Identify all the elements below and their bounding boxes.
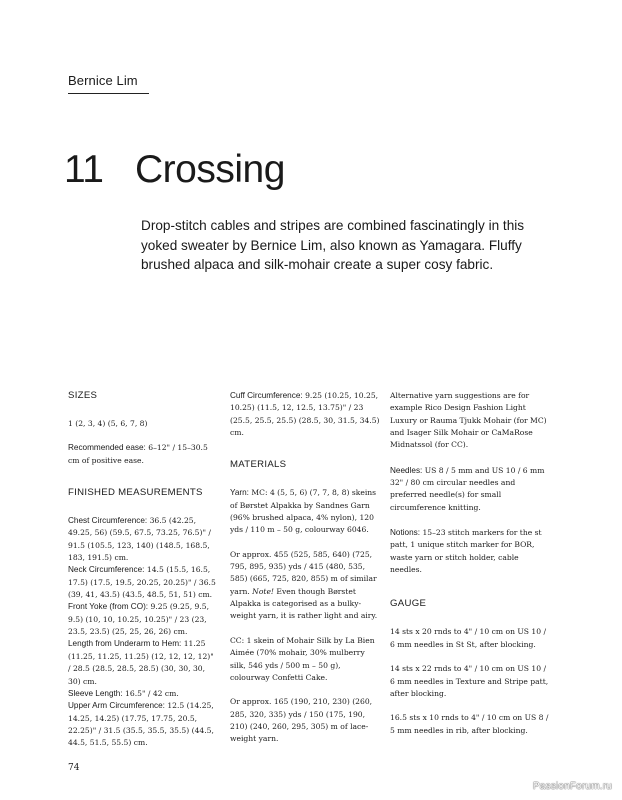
needles-label: Needles: [390,465,423,475]
recommended-ease [68,442,218,467]
designer-underline [68,93,149,94]
cuff-text: 9.25 (10.25, 10.25, 10.25) (11.5, 12, 12.5, 13.75)" / 23 (25.5, 25.5, 25.5) (28.5, 30, 31.5, 34.5) cm. [230,391,380,438]
needles-paragraph [390,465,550,514]
watermark: PassionForum.ru [532,781,612,792]
pattern-name: Crossing [135,148,285,191]
gauge-item: 14 sts x 20 rnds to 4" / 10 cm on US 10 / 6 mm needles in St St, after blocking. [390,627,547,649]
approx-text: Or approx. 455 (525, 585, 640) (725, 795, 895, 935) yds / 415 (480, 535, 585) (665, 725, 820, 855) m of similar yarn. [230,549,377,596]
measurement-text: 12.5 (14.25, 14.25, 14.25) (17.75, 17.75, 20.5, 22.25)" / 31.5 (35.5, 35.5, 35.5) (44.5, 44.5, 51.5, 55.5) cm. [68,701,214,748]
ease-text: 6–12" / 15–30.5 cm of positive ease. [68,443,208,465]
measurement-label: Chest Circumference: [68,516,148,526]
approx-note-text: Even though Børstet Alpakka is categorised as a bulky-weight yarn, it is rather light and airy. [230,586,378,621]
notions-text: 15–23 stitch markers for the st patt, 1 unique stitch marker for BOR, waste yarn or stitch holder, cable needles. [390,528,542,575]
designer-name: Bernice Lim [68,73,138,88]
gauge-item: 14 sts x 22 rnds to 4" / 10 cm on US 10 / 6 mm needles in Texture and Stripe patt, after blocking. [390,664,549,698]
yarn-approx-contrast: Or approx. 165 (190, 210, 230) (260, 285, 320, 335) yds / 150 (175, 190, 210) (240, 260, 295, 305) m of lace-weight yarn. [230,697,373,744]
ease-label: Recommended ease: [68,443,146,453]
yarn-text: MC: 4 (5, 5, 6) (7, 7, 8, 8) skeins of Børstet Alpakka by Sandnes Garn (96% brushed alpaca, 4% nylon), 120 yds / 110 m – 50 g, colourway 6046. [230,488,377,535]
cuff-label: Cuff Circumference: [230,391,303,400]
sizes-heading: SIZES [68,390,98,401]
needles-text: US 8 / 5 mm and US 10 / 6 mm 32" / 80 cm circular needles and preferred needle(s) for small circumference knitting. [390,465,545,512]
column-materials [230,390,380,758]
measurement-label: Sleeve Length: [68,688,123,698]
contrast-colour-yarn: CC: 1 skein of Mohair Silk by La Bien Aimée (70% mohair, 30% mulberry silk, 546 yds / 500 m – 50 g), colourway Confetti Cake. [230,635,375,682]
notions-paragraph [390,527,550,576]
cuff-circumference [230,390,380,439]
measurement-text: 36.5 (42.25, 49.25, 56) (59.5, 67.5, 73.25, 76.5)" / 91.5 (105.5, 123, 140) (148.5, 168.5, 183, 191.5) cm. [68,516,211,563]
measurement-item [68,601,218,638]
column-sizes-measurements [68,390,218,750]
measurement-item [68,688,218,700]
measurement-text: 11.25 (11.25, 11.25, 11.25) (12, 12, 12, 12)" / 28.5 (28.5, 28.5, 28.5) (30, 30, 30, 30) cm. [68,639,214,686]
yarn-approx-main [230,549,380,623]
measurement-label: Length from Underarm to Hem: [68,639,182,649]
measurement-label: Front Yoke (from CO): [68,602,149,612]
measurement-text: 9.25 (9.25, 9.5, 9.5) (10, 10, 10.25, 10.25)" / 23 (23, 23.5, 23.5) (25, 25, 26, 26) cm. [68,602,210,637]
gauge-item: 16.5 sts x 10 rnds to 4" / 10 cm on US 8 / 5 mm needles in rib, after blocking. [390,713,549,735]
measurement-item [68,515,218,564]
pattern-number: 11 [64,148,104,191]
measurement-label: Upper Arm Circumference: [68,701,165,711]
gauge-heading: GAUGE [390,598,427,610]
pattern-title [64,148,285,192]
intro-paragraph: Drop-stitch cables and stripes are combined fascinatingly in this yoked sweater by Bernice Lim, also known as Yamagara. Fluffy brushed alpaca and silk-mohair create a super cosy fabric. [141,218,525,272]
yarn-paragraph [230,487,380,536]
measurement-item [68,638,218,687]
measurement-text: 16.5" / 42 cm. [122,688,179,698]
column-needles-gauge [390,390,550,749]
notions-label: Notions: [390,528,421,538]
measurement-item [68,700,218,749]
measurement-item [68,564,218,601]
alternative-yarns: Alternative yarn suggestions are for example Rico Design Fashion Light Luxury or Rauma Tjukk Mohair (for MC) and Isager Silk Mohair or CaMaRose Midnatssol (for CC). [390,391,547,450]
sizes-text: 1 (2, 3, 4) (5, 6, 7, 8) [68,419,148,428]
page-number: 74 [68,763,80,773]
note-label: Note! [252,586,274,596]
measurement-text: 14.5 (15.5, 16.5, 17.5) (17.5, 19.5, 20.25, 20.25)" / 36.5 (39, 41, 43.5) (43.5, 48.5, 51, 51) cm. [68,565,216,600]
materials-heading: MATERIALS [230,459,287,471]
yarn-label: Yarn: [230,488,249,498]
finished-measurements-heading: FINISHED MEASUREMENTS [68,487,203,499]
measurement-label: Neck Circumference: [68,565,145,575]
